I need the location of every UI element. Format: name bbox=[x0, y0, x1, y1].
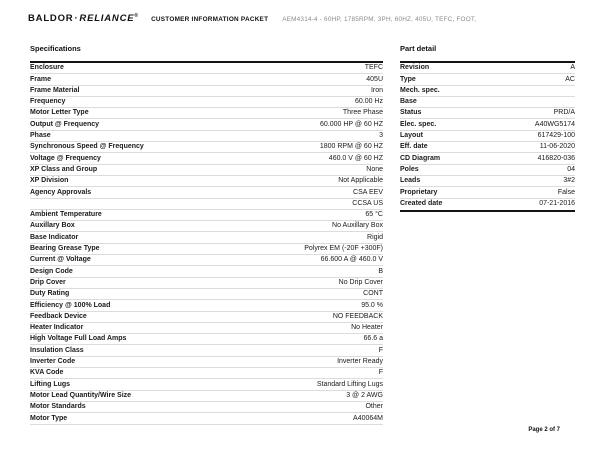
row-label: Insulation Class bbox=[30, 346, 84, 354]
row-value: 11-06-2020 bbox=[539, 143, 575, 151]
row-label: Poles bbox=[400, 165, 419, 173]
baldor-reliance-logo bbox=[28, 13, 138, 24]
table-row bbox=[30, 131, 383, 142]
row-label: Agency Approvals bbox=[30, 188, 92, 196]
row-value: 60.000 HP @ 60 HZ bbox=[319, 120, 383, 128]
row-label: Motor Standards bbox=[30, 403, 86, 411]
row-label: Base Indicator bbox=[30, 233, 79, 241]
row-value: Standard Lifting Lugs bbox=[316, 380, 383, 388]
row-value: Three Phase bbox=[342, 109, 383, 117]
row-value: 65 °C bbox=[365, 211, 383, 219]
row-label: Efficiency @ 100% Load bbox=[30, 301, 111, 309]
row-value: F bbox=[378, 346, 383, 354]
table-row bbox=[30, 142, 383, 153]
row-label: Current @ Voltage bbox=[30, 256, 91, 264]
row-label: Leads bbox=[400, 177, 421, 185]
table-row bbox=[30, 379, 383, 390]
row-label: Inverter Code bbox=[30, 358, 76, 366]
row-label: Output @ Frequency bbox=[30, 120, 100, 128]
page-number: Page 2 of 7 bbox=[528, 427, 560, 433]
row-value: No Heater bbox=[351, 324, 383, 332]
row-label: Duty Rating bbox=[30, 290, 70, 298]
part-detail-title: Part detail bbox=[400, 44, 437, 53]
row-value: 04 bbox=[567, 165, 575, 173]
row-value: 3 @ 2 AWG bbox=[346, 391, 383, 399]
table-row bbox=[400, 131, 575, 142]
row-value: 95.0 % bbox=[361, 301, 383, 309]
table-row bbox=[30, 119, 383, 130]
row-label: XP Class and Group bbox=[30, 165, 98, 173]
row-label: Layout bbox=[400, 132, 423, 140]
row-label: Motor Type bbox=[30, 414, 68, 422]
row-label: Frequency bbox=[30, 98, 66, 106]
table-row bbox=[30, 323, 383, 334]
product-summary: AEM4314-4 - 60HP, 1785RPM, 3PH, 60HZ, 405U, TEFC, FOOT, bbox=[282, 16, 477, 24]
table-row bbox=[30, 244, 383, 255]
logo-baldor-text: BALDOR bbox=[28, 13, 74, 25]
row-label: Auxillary Box bbox=[30, 222, 75, 230]
row-value: A bbox=[570, 64, 575, 72]
logo-reliance-text: RELIANCE bbox=[79, 13, 135, 25]
row-value: A40WG5174 bbox=[534, 120, 575, 128]
table-row bbox=[30, 266, 383, 277]
row-value: 1800 RPM @ 60 HZ bbox=[319, 143, 383, 151]
table-row bbox=[400, 108, 575, 119]
row-label: Frame bbox=[30, 75, 52, 83]
table-row bbox=[400, 176, 575, 187]
row-value: None bbox=[366, 165, 383, 173]
row-value: TEFC bbox=[364, 64, 383, 72]
table-row bbox=[30, 345, 383, 356]
row-value: PRD/A bbox=[553, 109, 575, 117]
row-value: B bbox=[378, 267, 383, 275]
row-value: Iron bbox=[370, 86, 383, 94]
row-label: Type bbox=[400, 75, 416, 83]
table-row bbox=[400, 165, 575, 176]
row-label: Motor Lead Quantity/Wire Size bbox=[30, 391, 132, 399]
row-label: Mech. spec. bbox=[400, 86, 440, 94]
table-row bbox=[30, 176, 383, 187]
table-row bbox=[30, 289, 383, 300]
row-label: CD Diagram bbox=[400, 154, 441, 162]
row-value: No Drip Cover bbox=[338, 278, 383, 286]
row-value: 66.6 a bbox=[363, 335, 383, 343]
table-row bbox=[30, 165, 383, 176]
table-row bbox=[30, 108, 383, 119]
row-label: Heater Indicator bbox=[30, 324, 84, 332]
row-value: CSA EEV bbox=[353, 188, 383, 196]
table-row bbox=[30, 312, 383, 323]
row-value: CONT bbox=[363, 290, 383, 298]
table-row bbox=[30, 413, 383, 424]
row-value: CCSA US bbox=[352, 199, 383, 207]
row-label: Frame Material bbox=[30, 86, 80, 94]
row-label: Synchronous Speed @ Frequency bbox=[30, 143, 144, 151]
specifications-title: Specifications bbox=[30, 44, 81, 53]
row-value: 07-21-2016 bbox=[539, 200, 575, 208]
table-row bbox=[400, 142, 575, 153]
table-row bbox=[30, 187, 383, 198]
table-row bbox=[30, 232, 383, 243]
row-value: F bbox=[378, 369, 383, 377]
table-row bbox=[30, 199, 383, 210]
row-label: Created date bbox=[400, 200, 443, 208]
row-label: High Voltage Full Load Amps bbox=[30, 335, 127, 343]
row-value: 460.0 V @ 60 HZ bbox=[328, 154, 383, 162]
row-value: Polyrex EM (-20F +300F) bbox=[304, 245, 383, 253]
row-label: Status bbox=[400, 109, 422, 117]
row-label: Voltage @ Frequency bbox=[30, 154, 101, 162]
row-label: Base bbox=[400, 98, 417, 106]
row-value: 405U bbox=[366, 75, 383, 83]
row-value: 617429-100 bbox=[537, 132, 575, 140]
registered-trademark-icon: ® bbox=[134, 13, 139, 19]
row-label: Enclosure bbox=[30, 64, 64, 72]
row-label: Revision bbox=[400, 64, 430, 72]
row-label: Motor Letter Type bbox=[30, 109, 89, 117]
specifications-table bbox=[30, 61, 383, 425]
row-value: A40064M bbox=[353, 414, 383, 422]
specifications-section bbox=[30, 44, 383, 425]
table-row bbox=[400, 187, 575, 198]
table-row bbox=[400, 74, 575, 85]
table-row bbox=[30, 86, 383, 97]
table-row bbox=[400, 97, 575, 108]
table-row bbox=[30, 391, 383, 402]
table-row bbox=[400, 86, 575, 97]
table-row bbox=[30, 334, 383, 345]
row-value: 3#2 bbox=[563, 177, 575, 185]
row-label: Design Code bbox=[30, 267, 73, 275]
table-row bbox=[400, 119, 575, 130]
row-label: Elec. spec. bbox=[400, 120, 437, 128]
row-label: Bearing Grease Type bbox=[30, 245, 100, 253]
row-value: False bbox=[557, 188, 575, 196]
table-row bbox=[30, 74, 383, 85]
table-row bbox=[400, 63, 575, 74]
table-row bbox=[30, 153, 383, 164]
table-row bbox=[30, 357, 383, 368]
row-value: Rigid bbox=[367, 233, 383, 241]
part-detail-section bbox=[400, 44, 575, 212]
row-label: Ambient Temperature bbox=[30, 211, 102, 219]
table-row bbox=[30, 221, 383, 232]
table-row bbox=[30, 300, 383, 311]
table-row bbox=[30, 402, 383, 413]
row-label: Eff. date bbox=[400, 143, 428, 151]
row-label: Phase bbox=[30, 132, 51, 140]
table-row bbox=[30, 97, 383, 108]
page-header bbox=[28, 13, 580, 24]
row-label: Lifting Lugs bbox=[30, 380, 71, 388]
row-label: KVA Code bbox=[30, 369, 64, 377]
row-label: Feedback Device bbox=[30, 312, 87, 320]
row-value: Other bbox=[365, 403, 383, 411]
table-row bbox=[30, 255, 383, 266]
document-title: CUSTOMER INFORMATION PACKET bbox=[151, 16, 269, 24]
row-value: 3 bbox=[379, 132, 383, 140]
row-value: 66.600 A @ 460.0 V bbox=[320, 256, 383, 264]
row-label: Drip Cover bbox=[30, 278, 66, 286]
table-row bbox=[400, 199, 575, 210]
table-row bbox=[30, 63, 383, 74]
row-label: Proprietary bbox=[400, 188, 438, 196]
row-value: No Auxillary Box bbox=[332, 222, 383, 230]
table-row bbox=[30, 278, 383, 289]
row-value: 416820-036 bbox=[537, 154, 575, 162]
row-value: Inverter Ready bbox=[337, 358, 383, 366]
row-value: Not Applicable bbox=[338, 177, 383, 185]
part-detail-table bbox=[400, 61, 575, 212]
table-row bbox=[400, 153, 575, 164]
table-row bbox=[30, 368, 383, 379]
row-value: NO FEEDBACK bbox=[332, 312, 383, 320]
row-value: AC bbox=[565, 75, 575, 83]
table-row bbox=[30, 210, 383, 221]
row-label: XP Division bbox=[30, 177, 69, 185]
row-value: 60.00 Hz bbox=[354, 98, 383, 106]
logo-separator-dot: · bbox=[74, 13, 79, 25]
